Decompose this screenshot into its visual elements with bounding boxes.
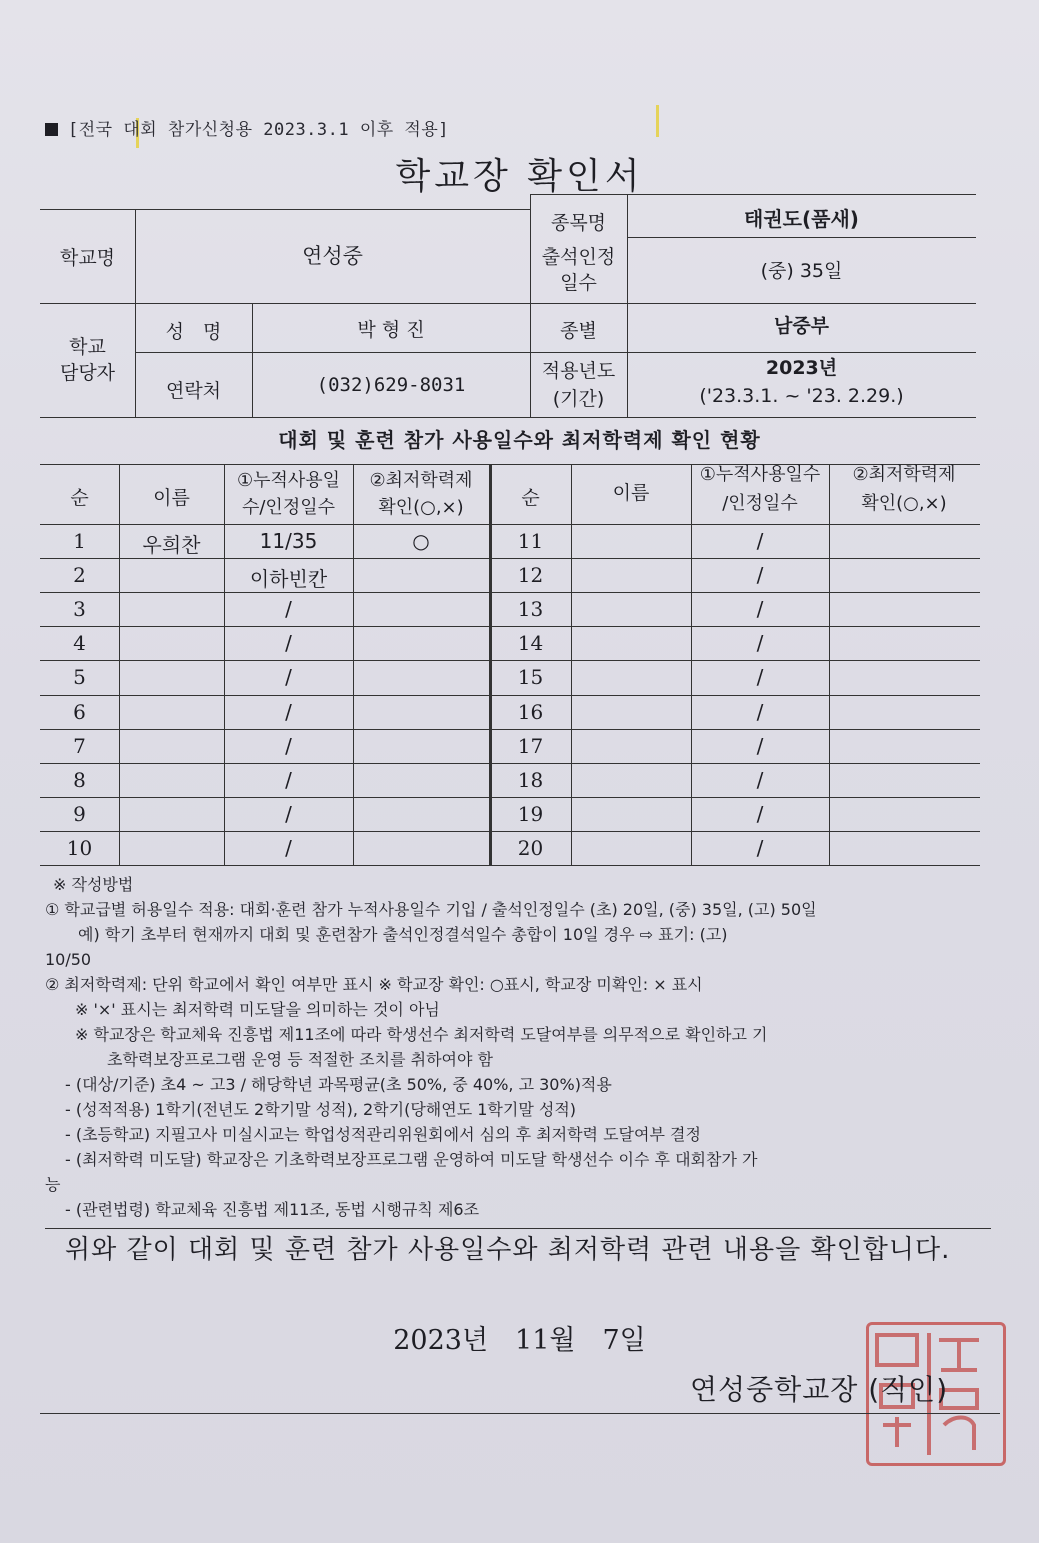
row-days: / [285,733,292,758]
row-days: / [756,631,764,656]
attend-value: (중) 35일 [760,260,843,282]
main-table-line [40,660,980,661]
info-table-line [40,209,530,210]
header-line: ①누적사용일수 [699,464,821,485]
main-table-line [40,865,980,866]
info-table-line [135,352,976,353]
note-item: - (성적적용) 1학기(전년도 2학기말 성적), 2학기(당해연도 1학기말 성적) [65,1100,577,1119]
bottom-line [40,1413,1000,1414]
info-table-line [40,417,976,418]
row-days: / [285,801,292,826]
row-number: 6 [73,699,86,724]
instructions [45,872,990,1222]
row-days: / [285,767,292,792]
type-label: 종별 [560,320,597,342]
row-days: / [756,835,764,860]
main-table-line [40,626,980,627]
row-days: / [756,597,764,622]
row-number: 15 [517,665,544,690]
header-line: 확인(○,×) [861,493,947,514]
year-label-line: (기간) [552,388,605,410]
year-label-line: 적용년도 [541,360,616,382]
row-check: ○ [412,529,430,553]
page-title: 학교장 확인서 [395,156,644,197]
info-table-line [627,237,976,238]
name-value: 박 형 진 [357,319,425,341]
year-value [627,354,976,410]
row-days: 이하빈칸 [249,567,328,592]
contact-label: 연락처 [165,380,222,402]
info-table-line [530,194,976,195]
manager-label [40,334,135,386]
main-table-line [353,464,354,865]
row-number: 16 [517,699,544,724]
main-table-line [40,558,980,559]
event-value: 태권도(품새) [744,207,859,231]
confirm-top-line [45,1228,991,1229]
row-days: / [756,801,764,826]
main-table-line [40,695,980,696]
row-days: / [285,597,292,622]
header-check-left [353,467,489,521]
main-table-line [40,729,980,730]
main-table-line [571,464,572,865]
row-days: / [756,563,764,588]
row-number: 8 [73,767,86,792]
attend-label-line: 출석인정 [541,246,616,268]
row-days: / [285,699,292,724]
info-table-line [40,303,976,304]
row-days: / [756,665,764,690]
row-number: 1 [73,529,86,553]
row-number: 19 [517,801,544,826]
row-number: 7 [73,733,86,758]
row-number: 5 [73,665,86,690]
main-table-line [40,592,980,593]
row-number: 9 [73,801,86,826]
main-table-line [40,763,980,764]
section-title: 대회 및 훈련 참가 사용일수와 최저학력제 확인 현황 [278,428,761,452]
row-number: 14 [517,631,544,656]
header-days-left [224,467,353,521]
header-line: 확인(○,×) [378,497,464,518]
note-item: 능 [45,1175,61,1194]
row-number: 4 [73,631,86,656]
contact-value: (032)629-8031 [316,374,466,396]
row-days: / [756,767,764,792]
row-days: / [756,733,764,758]
main-table-line [40,797,980,798]
year-value-line: ('23.3.1. ~ '23. 2.29.) [699,385,904,407]
row-number: 17 [517,733,544,758]
square-bullet-icon [45,123,58,136]
row-days: / [285,631,292,656]
note-item: - (관련법령) 학교체육 진흥법 제11조, 동법 시행규칙 제6조 [65,1200,480,1219]
row-number: 18 [517,767,544,792]
row-days: / [756,699,764,724]
year-value-line: 2023년 [765,357,838,379]
row-number: 10 [66,835,93,860]
note-item: ① 학교급별 허용일수 적용: 대회·훈련 참가 누적사용일수 기입 / 출석인정일수 (초) 20일, (중) 35일, (고) 50일 [45,900,817,919]
highlight-mark [656,105,659,137]
note-item: ※ 학교장은 학교체육 진흥법 제11조에 따라 학생선수 최저학력 도달여부를 의무적으로 확인하고 기 [75,1025,768,1044]
row-days: / [285,835,292,860]
confirm-statement: 위와 같이 대회 및 훈련 참가 사용일수와 최저학력 관련 내용을 확인합니다. [65,1235,951,1265]
row-number: 2 [73,563,86,588]
year-label [530,357,627,413]
row-days: / [285,665,292,690]
note-item: ※ '×' 표시는 최저학력 미도달을 의미하는 것이 아님 [75,1000,440,1019]
header-no-left: 순 [70,487,89,509]
note-item: 10/50 [45,950,92,969]
note-item: - (최저학력 미도달) 학교장은 기초학력보장프로그램 운영하여 미도달 학생선수 이수 후 대회참가 가 [65,1150,758,1169]
name-label: 성 명 [165,321,222,343]
note-item: 예) 학기 초부터 현재까지 대회 및 훈련참가 출석인정결석일수 총합이 10일 경우 ⇨ 표기: (고) [78,925,728,944]
header-line: ②최저학력제 [852,464,956,485]
school-value: 연성중 [302,244,363,268]
row-days: / [756,529,764,553]
header-line: ①누적사용일 [236,470,341,491]
issue-date: 2023년 11월 7일 [393,1325,646,1356]
row-number: 20 [517,835,544,860]
note-item: 초학력보장프로그램 운영 등 적절한 조치를 취하여야 함 [107,1050,494,1069]
header-name-left: 이름 [153,487,190,509]
main-table-line [40,831,980,832]
note-item: - (대상/기준) 초4 ~ 고3 / 해당학년 과목평균(초 50%, 중 40%, 고 30%)적용 [65,1075,612,1094]
header-line: ②최저학력제 [369,470,473,491]
header-name-right: 이름 [612,482,650,504]
school-label: 학교명 [59,247,116,269]
main-table-line [40,524,980,525]
header-line: 수/인정일수 [241,497,335,518]
header-check-right [829,460,979,518]
header-no-right: 순 [521,487,540,509]
row-number: 13 [517,597,544,622]
row-number: 11 [517,529,544,553]
row-number: 12 [517,563,544,588]
main-table-line [829,464,830,865]
note-item: - (초등학교) 지필고사 미실시교는 학업성적관리위원회에서 심의 후 최저학력 도달여부 결정 [65,1125,701,1144]
manager-label-line: 학교 [69,336,106,358]
principal-signature: 연성중학교장 (직인) [690,1373,949,1406]
attend-label [530,244,627,296]
notes-heading: ※ 작성방법 [53,875,134,894]
row-days: 11/35 [259,529,318,553]
manager-label-line: 담당자 [59,362,116,384]
event-label: 종목명 [550,212,607,234]
header-days-right [691,460,829,518]
type-value: 남중부 [773,315,830,337]
note-item: ② 최저학력제: 단위 학교에서 확인 여부만 표시 ※ 학교장 확인: ○표시, 학교장 미확인: × 표시 [45,975,703,994]
main-table-line [119,464,120,865]
header-note: [전국 대회 참가신청용 2023.3.1 이후 적용] [45,115,449,140]
row-number: 3 [73,597,86,622]
attend-label-line: 일수 [560,272,597,294]
row-name: 우희찬 [142,533,201,557]
header-line: /인정일수 [722,493,798,514]
